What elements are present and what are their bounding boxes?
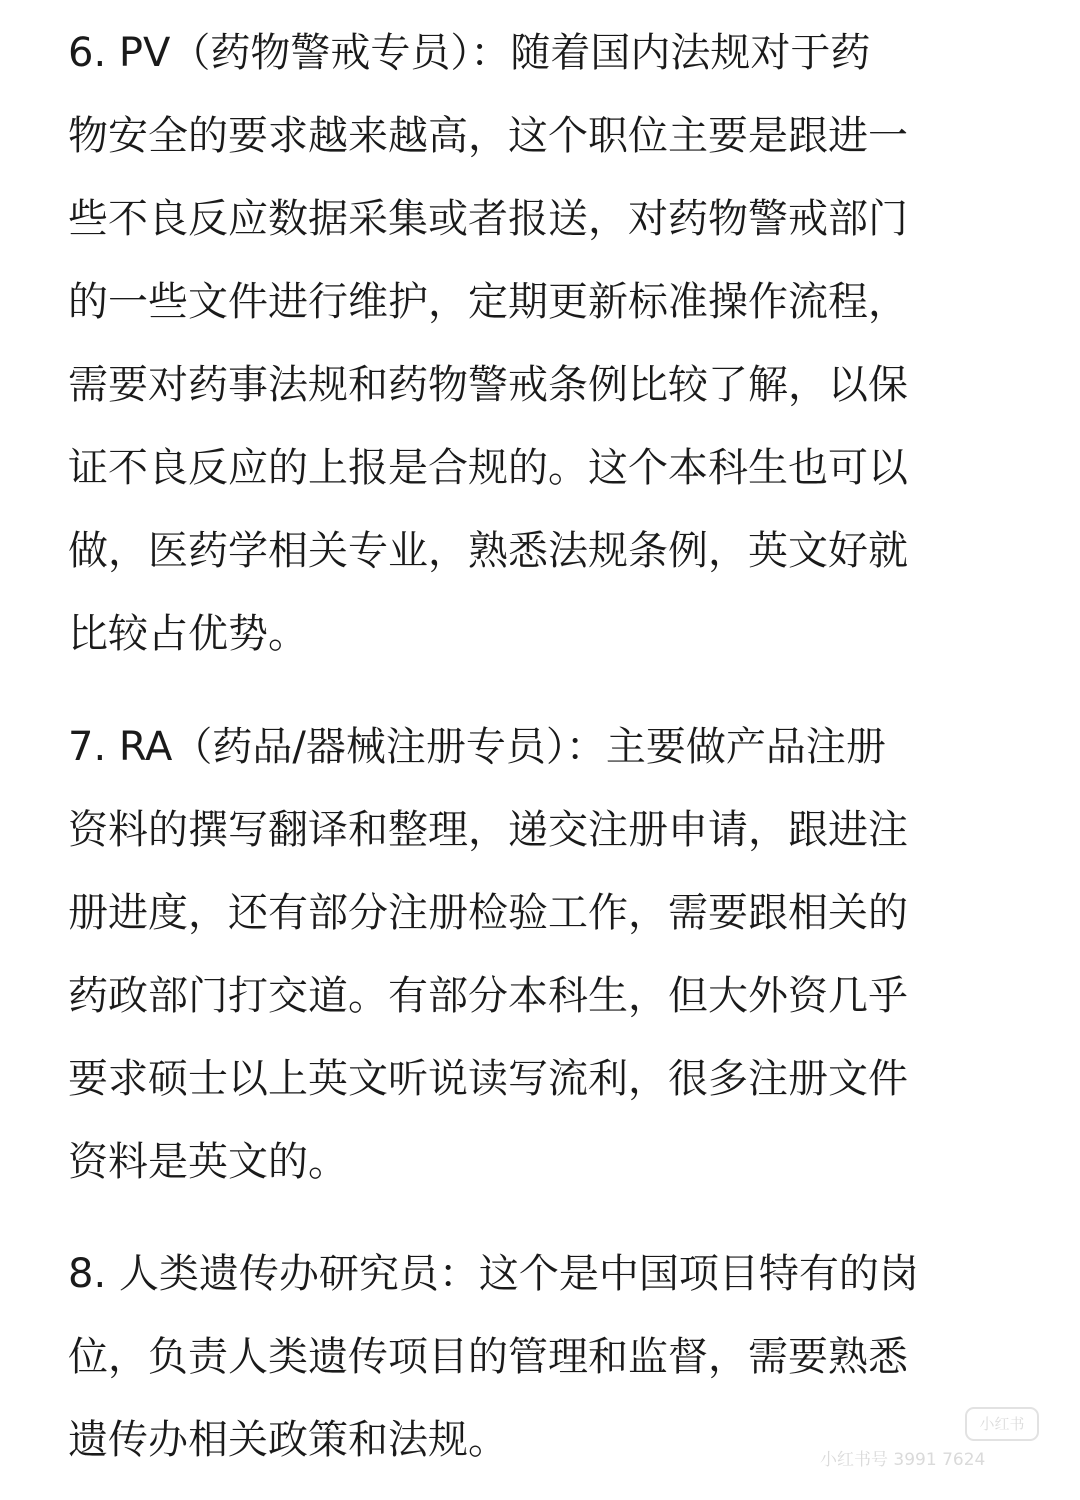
text-line: 资料是英文的。 (68, 1139, 348, 1185)
text-line: 6. PV（药物警戒专员）：随着国内法规对于药 (68, 30, 871, 76)
text-line: 册进度，还有部分注册检验工作，需要跟相关的 (68, 890, 908, 936)
text-line: 资料的撰写翻译和整理，递交注册申请，跟进注 (68, 807, 908, 853)
text-line: 证不良反应的上报是合规的。这个本科生也可以 (68, 445, 908, 491)
watermark (820, 1405, 1060, 1485)
text-line: 比较占优势。 (68, 611, 308, 657)
text-line: 8. 人类遗传办研究员：这个是中国项目特有的岗 (68, 1251, 919, 1297)
text-line: 需要对药事法规和药物警戒条例比较了解，以保 (68, 362, 908, 408)
text-line: 物安全的要求越来越高，这个职位主要是跟进一 (68, 113, 908, 159)
paragraph-ra (68, 706, 1018, 1204)
watermark-id: 小红书号 3991 7624 (820, 1450, 986, 1470)
paragraph-pv (68, 12, 1018, 676)
text-line: 遗传办相关政策和法规。 (68, 1417, 508, 1463)
text-line: 要求硕士以上英文听说读写流利，很多注册文件 (68, 1056, 908, 1102)
text-line: 7. RA（药品/器械注册专员）：主要做产品注册 (68, 724, 886, 770)
text-line: 些不良反应数据采集或者报送，对药物警戒部门 (68, 196, 908, 242)
text-line: 的一些文件进行维护，定期更新标准操作流程， (68, 279, 908, 325)
text-line: 位，负责人类遗传项目的管理和监督，需要熟悉 (68, 1334, 908, 1380)
text-line: 做，医药学相关专业，熟悉法规条例，英文好就 (68, 528, 908, 574)
text-line: 药政部门打交道。有部分本科生，但大外资几乎 (68, 973, 908, 1019)
watermark-logo: 小红书 (965, 1407, 1039, 1441)
